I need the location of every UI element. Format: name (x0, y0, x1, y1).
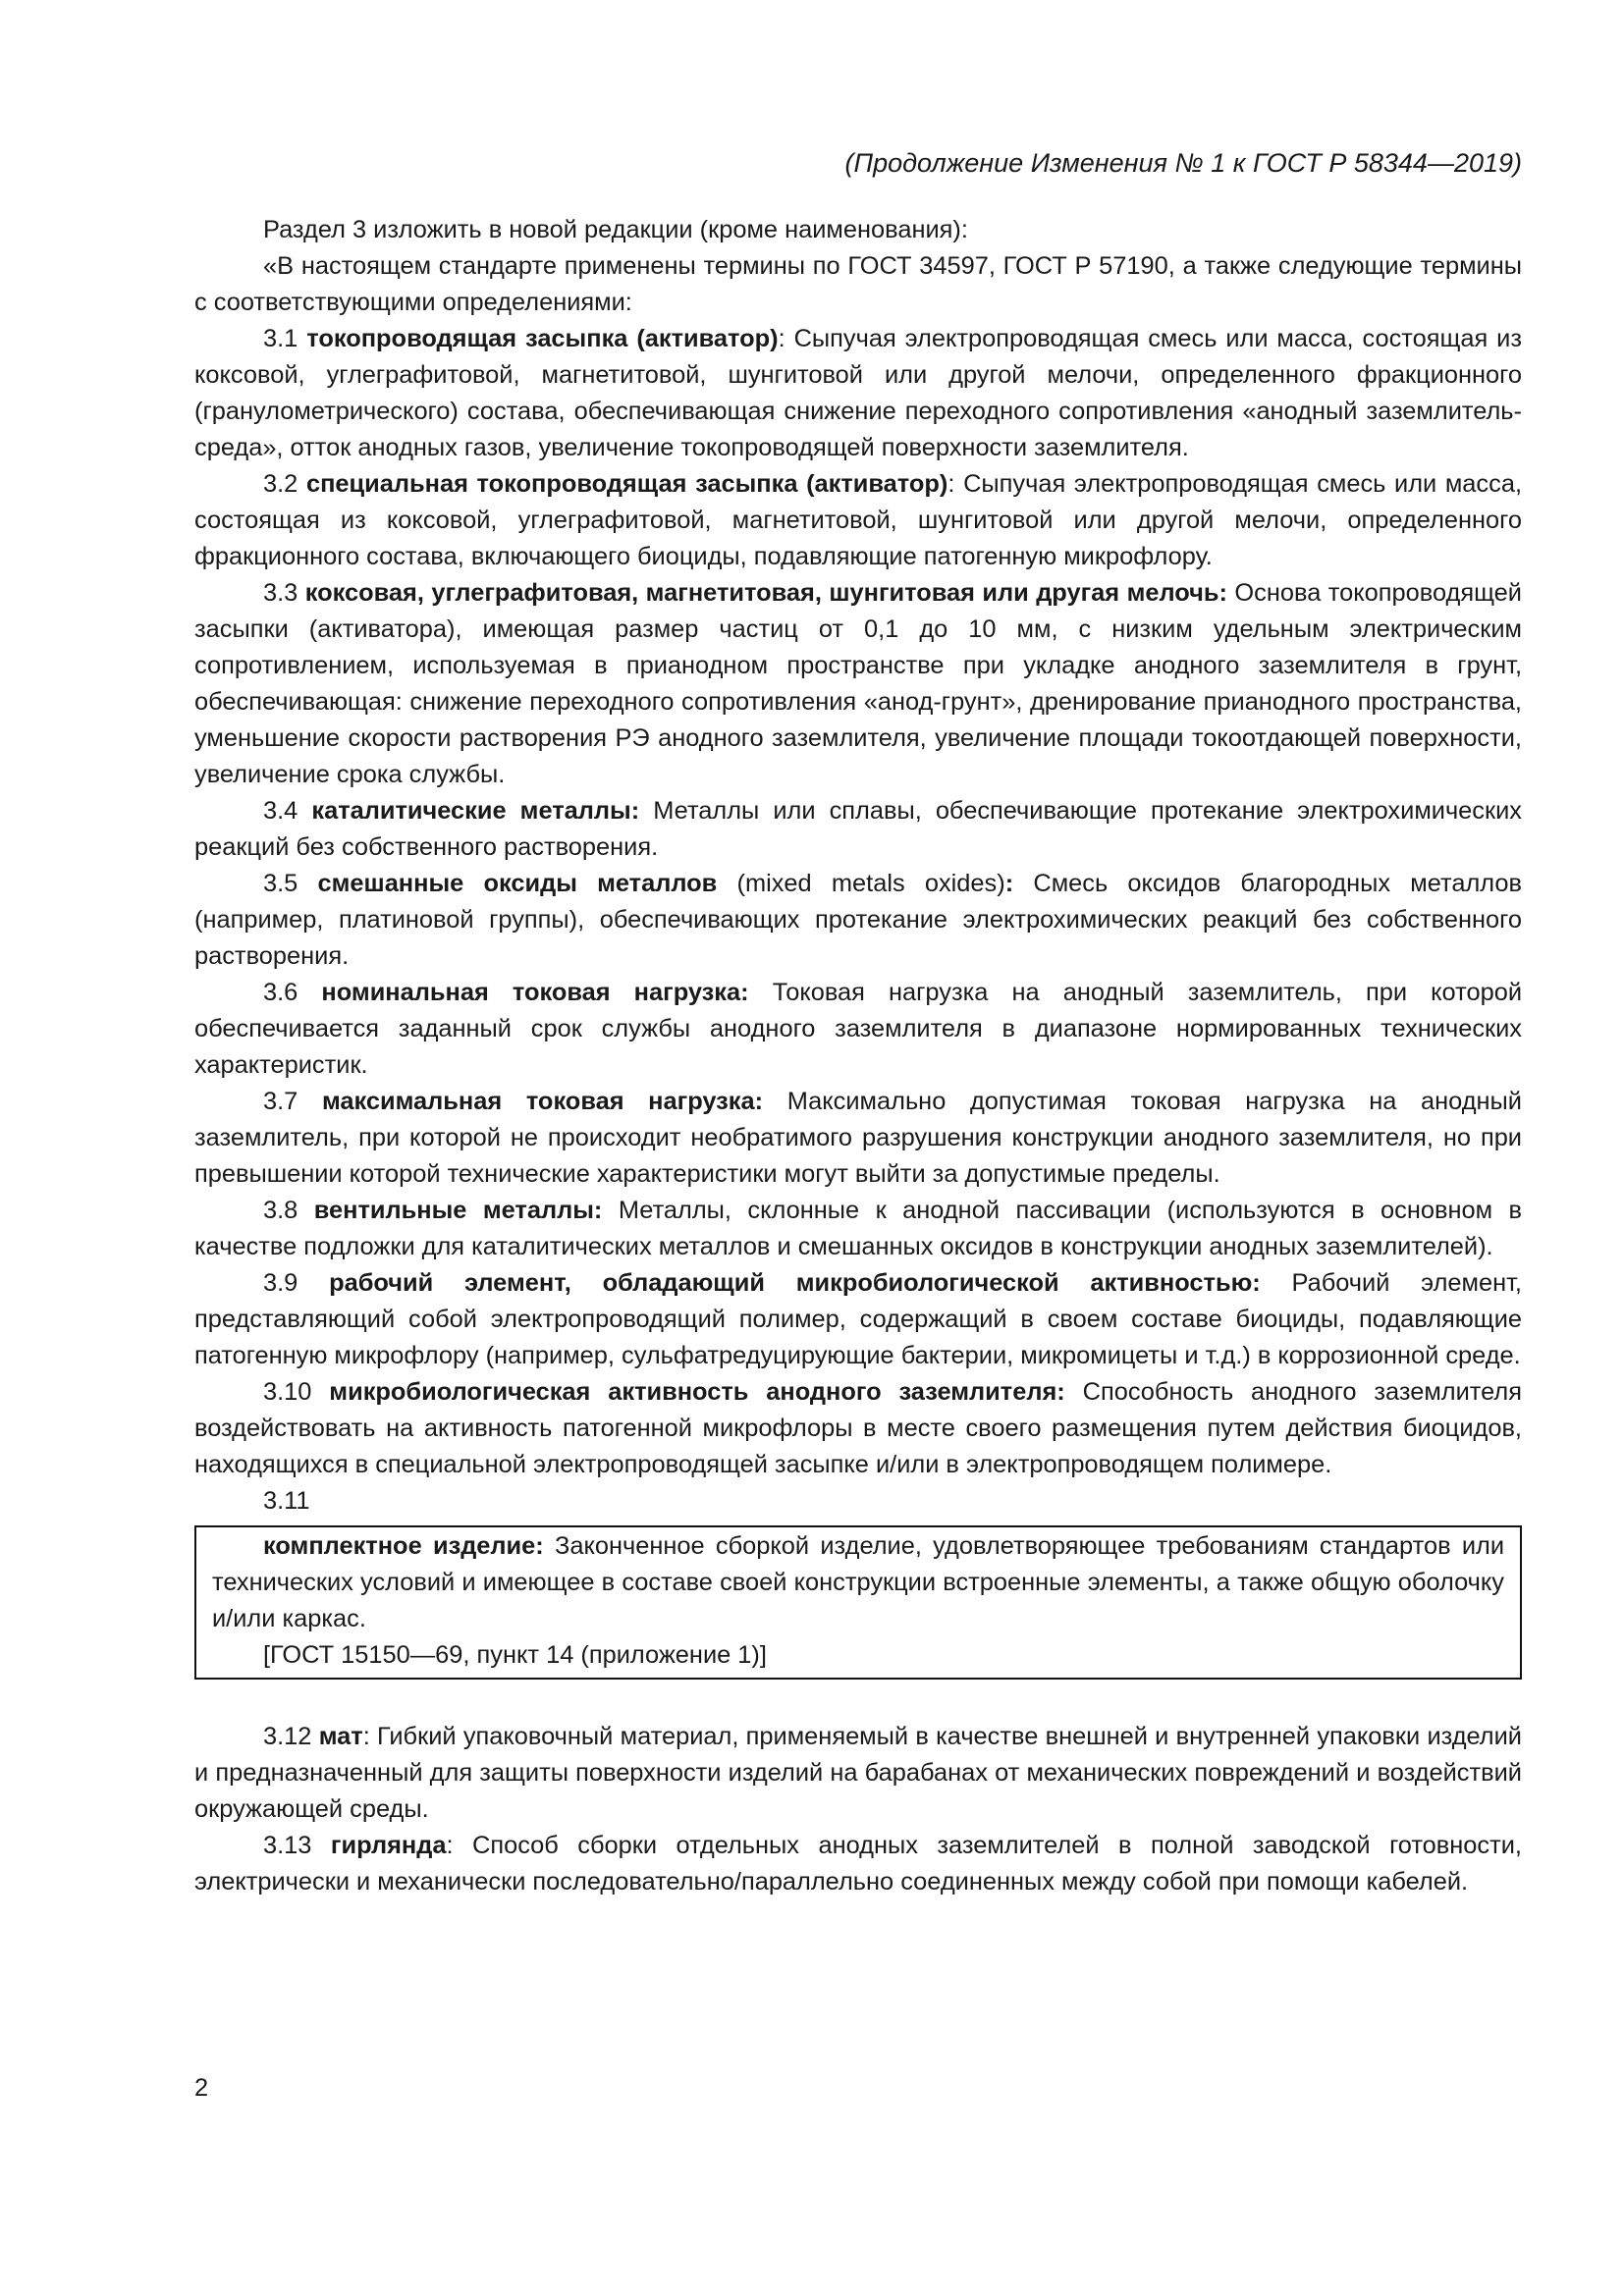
term-3-7 (194, 1084, 1522, 1193)
term-separator: : (947, 470, 964, 498)
term-name: микробиологическая активность анодного заземлителя: (329, 1378, 1065, 1406)
term-number: 3.2 (263, 470, 306, 498)
term-definition: Максимально допустимая токовая нагрузка на анодный заземлитель, при которой не происходит необратимого разрушения конструкции анодного заземлителя, но при превышении которой технические характеристики могут выйти за допустимые пределы. (194, 1088, 1522, 1188)
term-3-5 (194, 866, 1522, 975)
term-number: 3.10 (263, 1378, 330, 1406)
term-definition: Сыпучая электропроводящая смесь или масса, состоящая из коксовой, углеграфитовой, магнетитовой, шунгитовой или другой мелочи, определенного фракционного (гранулометрического) состава, обеспечивающая снижение переходного сопротивления «анодный заземлитель-среда», отток анодных газов, увеличение токопроводящей поверхности заземлителя. (194, 325, 1522, 461)
term-3-11-reference: [ГОСТ 15150—69, пункт 14 (приложение 1)] (263, 1641, 767, 1669)
term-3-11 (212, 1528, 1504, 1637)
term-name: комплектное изделие: (263, 1532, 544, 1560)
continuation-header: (Продолжение Изменения № 1 к ГОСТ Р 58344—2019) (844, 148, 1522, 178)
page-number: 2 (194, 2074, 209, 2102)
term-3-12 (194, 1719, 1522, 1828)
term-number: 3.6 (263, 979, 322, 1006)
term-number: 3.7 (263, 1088, 322, 1115)
term-3-3 (194, 575, 1522, 793)
term-3-11-framed-box (194, 1525, 1522, 1680)
term-name: номинальная токовая нагрузка: (321, 979, 749, 1006)
term-definition: Гибкий упаковочный материал, применяемый в качестве внешней и внутренней упаковки изделий и предназначенный для защиты поверхности изделий на барабанах от механических повреждений и воздействий окружающей среды. (194, 1723, 1522, 1823)
intro-instruction: Раздел 3 изложить в новой редакции (кроме наименования): (263, 216, 968, 243)
term-definition: Основа токопроводящей засыпки (активатора), имеющая размер частиц от 0,1 до 10 мм, с низким удельным электрическим сопротивлением, используемая в прианодном пространстве при укладке анодного заземлителя в грунт, обеспечивающая: снижение переходного сопротивления «анод-грунт», дренирование прианодного пространства, уменьшение скорости растворения РЭ анодного заземлителя, увеличение площади токоотдающей поверхности, увеличение срока службы. (194, 579, 1522, 788)
term-number: 3.1 (263, 325, 307, 352)
term-separator (1261, 1269, 1292, 1297)
term-number: 3.9 (263, 1269, 330, 1297)
term-3-1 (194, 321, 1522, 466)
term-definition: Сыпучая электропроводящая смесь или масса, состоящая из коксовой, углеграфитовой, магнетитовой, шунгитовой или другой мелочи, определенного фракционного состава, включающего биоциды, подавляющие патогенную микрофлору. (194, 470, 1522, 570)
term-name: коксовая, углеграфитовая, магнетитовая, шунгитовая или другая мелочь: (304, 579, 1227, 607)
term-separator (602, 1197, 618, 1224)
term-separator (749, 979, 773, 1006)
term-english: (mixed metals oxides) (717, 870, 1005, 897)
term-separator (1065, 1378, 1083, 1406)
term-number: 3.3 (263, 579, 305, 607)
term-name: мат (318, 1723, 363, 1750)
term-3-4 (194, 793, 1522, 866)
term-3-9 (194, 1265, 1522, 1374)
term-number: 3.12 (263, 1723, 319, 1750)
term-separator (639, 797, 653, 825)
term-separator: : (446, 1832, 472, 1859)
term-definition: Токовая нагрузка на анодный заземлитель, при которой обеспечивается заданный срок службы анодного заземлителя в диапазоне нормированных технических характеристик. (194, 979, 1523, 1079)
term-name: гирлянда (330, 1832, 447, 1859)
term-separator (1013, 870, 1033, 897)
term-number: 3.4 (263, 797, 312, 825)
term-definition: Металлы, склонные к анодной пассивации (используются в основном в качестве подложки для каталитических металлов и смешанных оксидов в конструкции анодных заземлителей). (194, 1197, 1522, 1260)
term-3-8 (194, 1193, 1522, 1265)
term-separator: : (362, 1723, 378, 1750)
term-3-10 (194, 1374, 1522, 1483)
term-name: рабочий элемент, обладающий микробиологической активностью: (329, 1269, 1261, 1297)
term-definition: Смесь оксидов благородных металлов (например, платиновой группы), обеспечивающих протекание электрохимических реакций без собственного растворения. (194, 870, 1522, 970)
term-name: смешанные оксиды металлов (317, 870, 718, 897)
term-3-2 (194, 466, 1522, 575)
term-separator (763, 1088, 787, 1115)
section-3-content (194, 212, 1522, 1900)
term-colon: : (1004, 870, 1014, 897)
term-separator: : (778, 325, 794, 352)
intro-terms-statement: «В настоящем стандарте применены термины по ГОСТ 34597, ГОСТ Р 57190, а также следующие термины с соответствующими определениями: (194, 252, 1522, 316)
term-name: максимальная токовая нагрузка: (321, 1088, 764, 1115)
term-definition: Рабочий элемент, представляющий собой электропроводящий полимер, содержащий в своем составе биоциды, подавляющие патогенную микрофлору (например, сульфатредуцирующие бактерии, микромицеты и т.д.) в коррозионной среде. (194, 1269, 1522, 1369)
term-number: 3.5 (263, 870, 318, 897)
term-name: специальная токопроводящая засыпка (активатор) (305, 470, 948, 498)
term-definition: Способность анодного заземлителя воздействовать на активность патогенной микрофлоры в месте своего размещения путем действия биоцидов, находящихся в специальной электропроводящей засыпке и/или в электропроводящем полимере. (194, 1378, 1522, 1478)
term-definition: Способ сборки отдельных анодных заземлителей в полной заводской готовности, электрически и механически последовательно/параллельно соединенных между собой при помощи кабелей. (194, 1832, 1522, 1896)
term-3-6 (194, 975, 1522, 1084)
term-definition: Законченное сборкой изделие, удовлетворяющее требованиям стандартов или технических условий и имеющее в составе своей конструкции встроенные элементы, а также общую оболочку и/или каркас. (212, 1532, 1505, 1632)
term-name: токопроводящая засыпка (активатор) (306, 325, 779, 352)
term-definition: Металлы или сплавы, обеспечивающие протекание электрохимических реакций без собственного растворения. (194, 797, 1522, 861)
term-3-13 (194, 1828, 1522, 1900)
term-number: 3.8 (263, 1197, 314, 1224)
term-name: каталитические металлы: (311, 797, 640, 825)
term-3-11-number: 3.11 (263, 1487, 310, 1515)
term-number: 3.13 (263, 1832, 331, 1859)
term-separator (544, 1532, 555, 1560)
term-name: вентильные металлы: (313, 1197, 603, 1224)
